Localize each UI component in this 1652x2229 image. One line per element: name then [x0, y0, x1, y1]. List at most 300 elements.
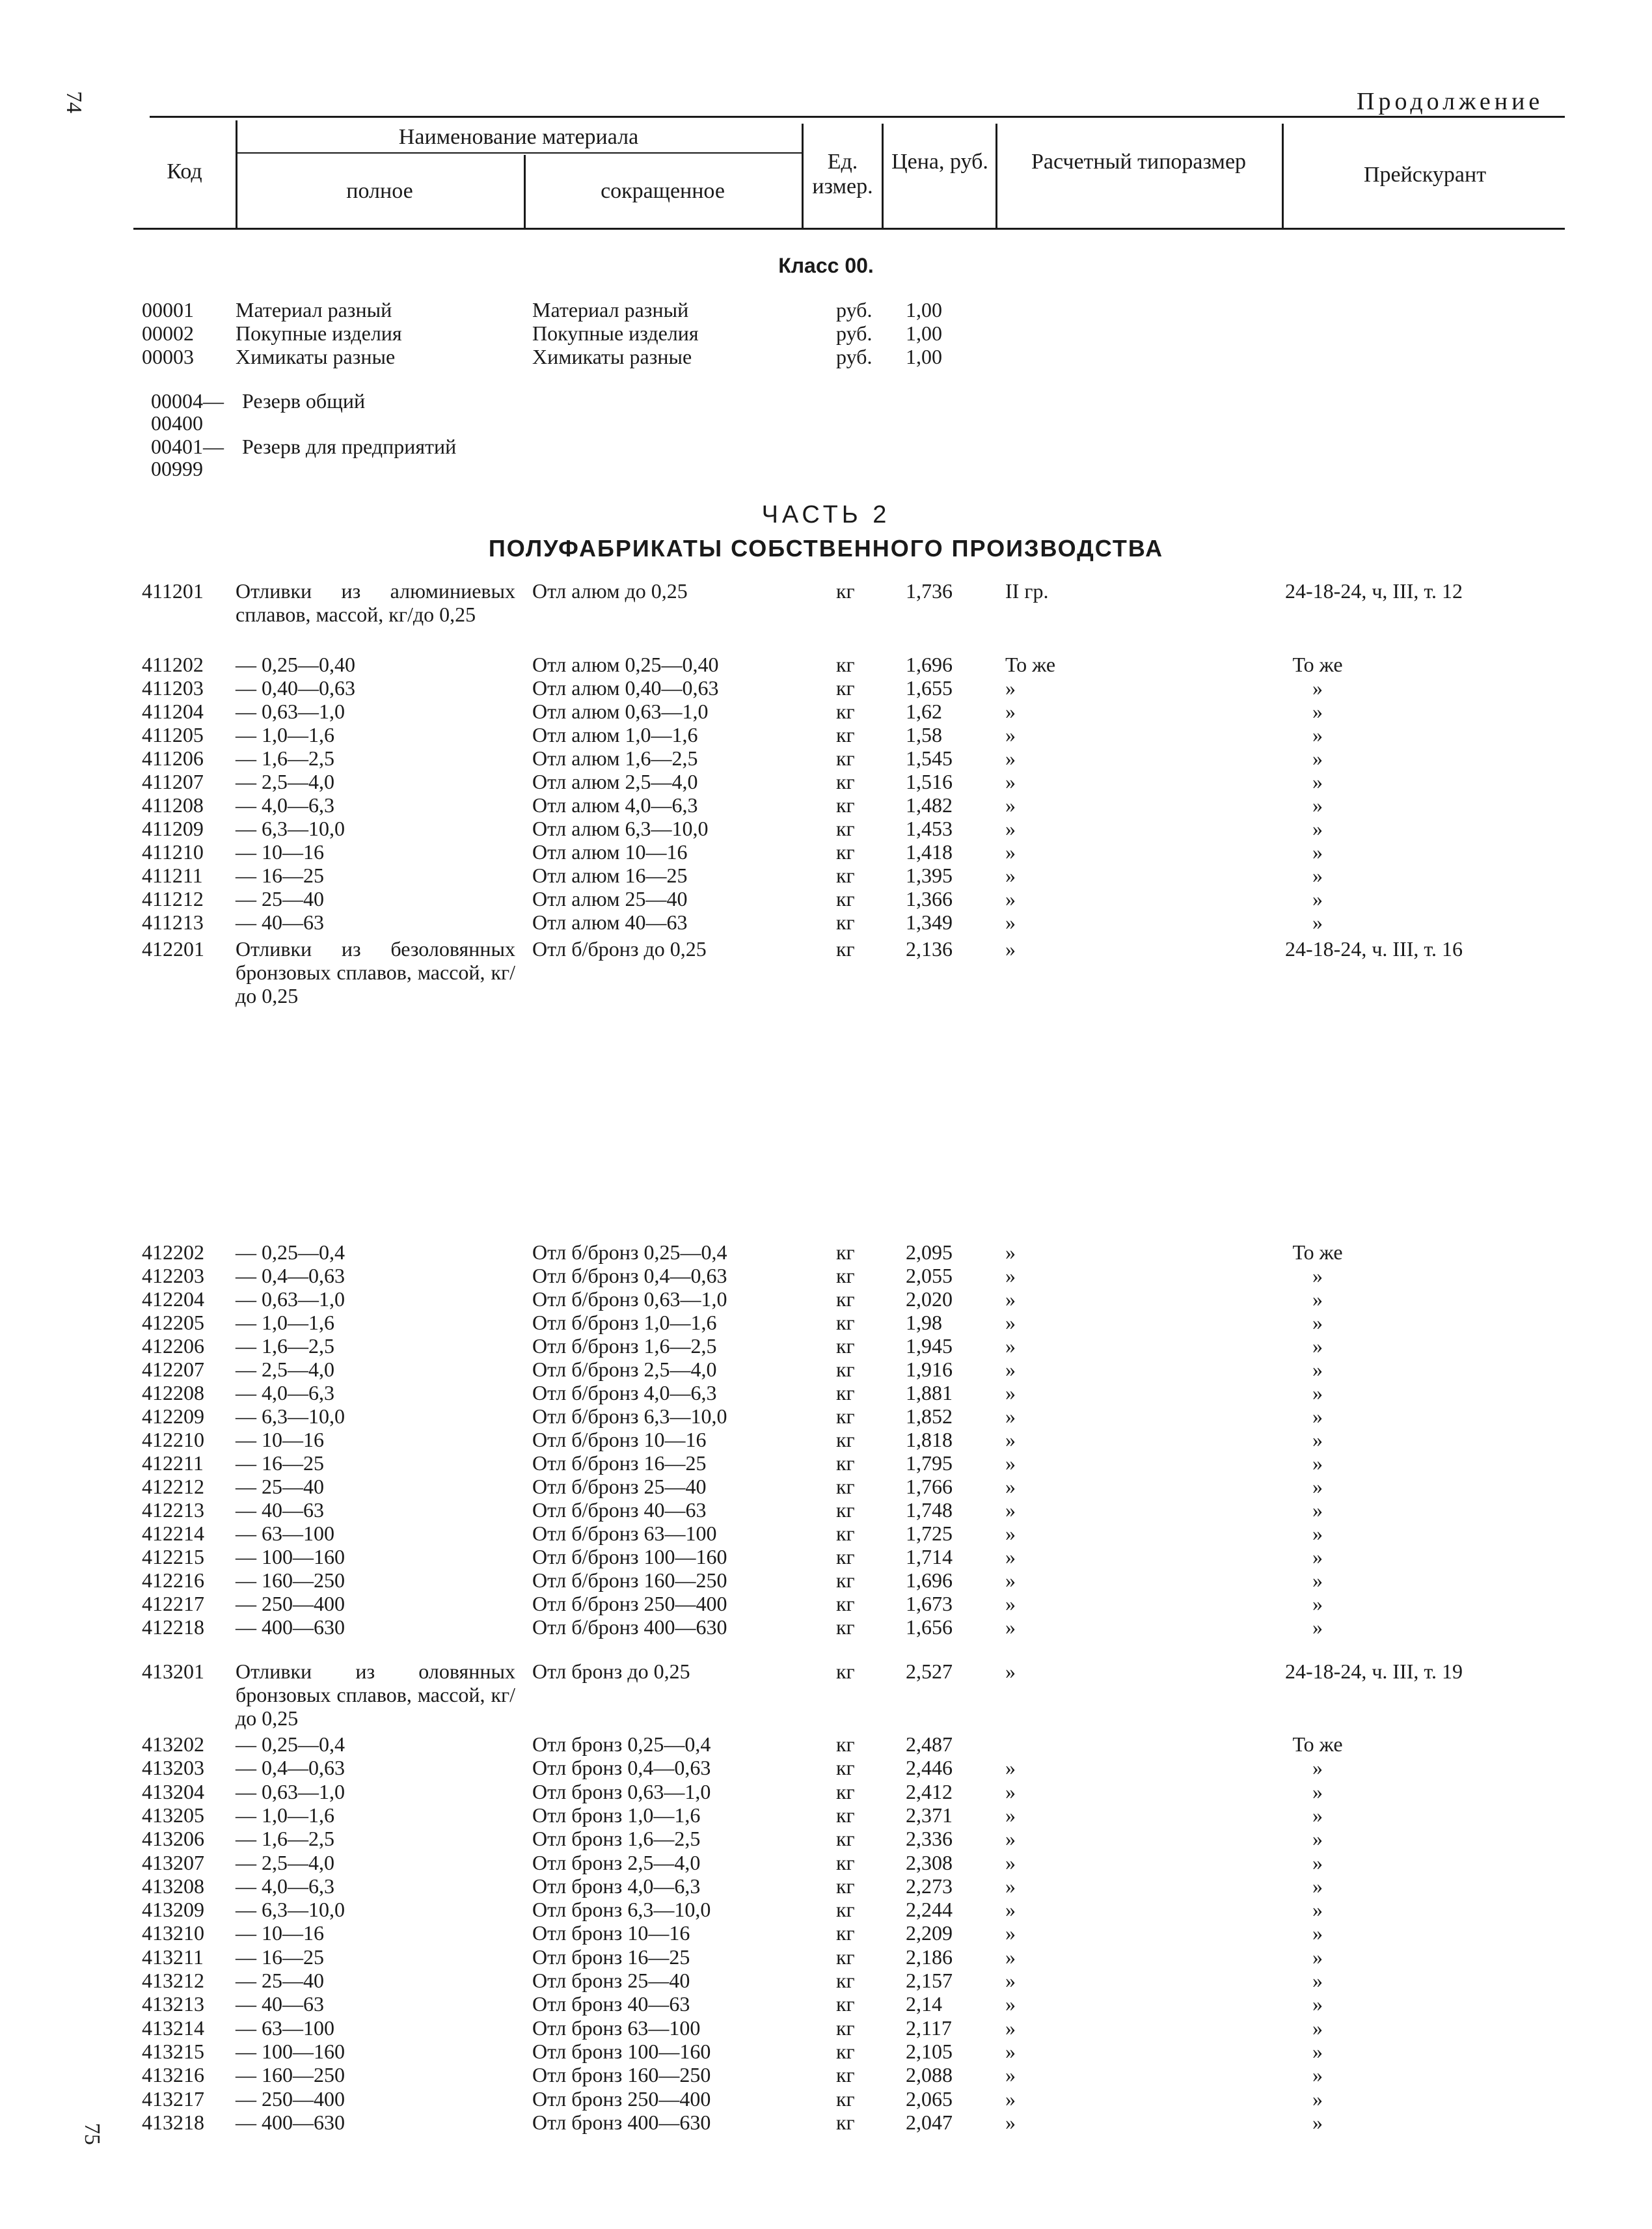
table-row — [0, 1992, 1652, 2016]
unit-cell: кг — [836, 770, 855, 793]
code-cell: 412205 — [142, 1311, 204, 1334]
short-name-cell: Отл б/бронз 25—40 — [532, 1475, 707, 1498]
code-cell: 411206 — [142, 746, 204, 770]
short-name-cell: Отл б/бронз 1,0—1,6 — [532, 1311, 717, 1334]
unit-cell: кг — [836, 2016, 855, 2040]
code-cell: 413218 — [142, 2110, 204, 2134]
short-name-cell: Отл б/бронз 6,3—10,0 — [532, 1404, 727, 1428]
table-row — [0, 1615, 1652, 1639]
unit-cell: кг — [836, 2039, 855, 2063]
price-cell: 1,696 — [906, 1568, 953, 1592]
table-row — [0, 937, 1652, 1007]
pricelist-cell: То же — [1292, 1240, 1343, 1264]
short-name-cell: Отл б/бронз 40—63 — [532, 1498, 707, 1522]
price-cell: 2,446 — [906, 1756, 953, 1780]
size-cell: » — [1005, 1568, 1016, 1592]
unit-cell: кг — [836, 1779, 855, 1803]
full-name-cell: — 250—400 — [236, 1592, 345, 1615]
unit-cell: кг — [836, 1827, 855, 1851]
full-name-cell: — 16—25 — [236, 1945, 324, 1969]
full-name-cell: — 63—100 — [236, 1522, 334, 1545]
code-cell: 413204 — [142, 1779, 204, 1803]
code-cell: 411211 — [142, 864, 203, 887]
short-name-cell: Отл алюм 0,63—1,0 — [532, 700, 709, 723]
full-name-cell: — 10—16 — [236, 1428, 324, 1451]
unit-cell: кг — [836, 1592, 855, 1615]
unit-cell: кг — [836, 1568, 855, 1592]
pricelist-cell: » — [1312, 1334, 1323, 1358]
header-size: Расчетный типоразмер — [1031, 150, 1247, 174]
pricelist-cell: » — [1312, 1921, 1323, 1945]
short-name-cell: Отл алюм 6,3—10,0 — [532, 817, 709, 840]
code-cell: 413210 — [142, 1921, 204, 1945]
short-name-cell: Отл бронз 1,0—1,6 — [532, 1803, 701, 1827]
full-name-cell: Отливки из алюминиевых сплавов, массой, кг/до 0,25 — [236, 579, 515, 626]
code-cell: 411209 — [142, 817, 204, 840]
short-name-cell: Отл б/бронз 0,25—0,4 — [532, 1240, 727, 1264]
short-name-cell: Отл бронз 400—630 — [532, 2110, 711, 2134]
short-name-cell: Отл бронз 40—63 — [532, 1992, 690, 2016]
table-row — [0, 1803, 1652, 1827]
code-cell: 411203 — [142, 676, 204, 700]
full-name-cell: — 40—63 — [236, 1992, 324, 2016]
full-name-cell: — 6,3—10,0 — [236, 1404, 345, 1428]
full-name-cell: — 4,0—6,3 — [236, 1874, 334, 1898]
short-name-cell: Отл бронз 160—250 — [532, 2063, 711, 2087]
unit-cell: кг — [836, 817, 855, 840]
unit-cell: кг — [836, 1498, 855, 1522]
header-material-name: Наименование материала — [398, 125, 639, 149]
short-name-cell: Отл бронз 6,3—10,0 — [532, 1898, 711, 1922]
code-cell: 412203 — [142, 1264, 204, 1287]
price-cell: 1,00 — [906, 345, 942, 368]
pricelist-cell: » — [1312, 1428, 1323, 1451]
table-row — [0, 1334, 1652, 1358]
code-cell: 413216 — [142, 2063, 204, 2087]
full-name-cell: — 1,6—2,5 — [236, 746, 334, 770]
short-name-cell: Отл алюм 10—16 — [532, 840, 688, 864]
header-code: Код — [167, 159, 202, 184]
pricelist-cell: » — [1312, 1381, 1323, 1404]
size-cell: » — [1005, 1264, 1016, 1287]
code-cell: 413206 — [142, 1827, 204, 1851]
size-cell: » — [1005, 1756, 1016, 1780]
header-full: полное — [346, 179, 413, 203]
pricelist-cell: » — [1312, 2016, 1323, 2040]
full-name-cell: — 0,25—0,4 — [236, 1240, 345, 1264]
full-name-cell: — 40—63 — [236, 1498, 324, 1522]
unit-cell: кг — [836, 1334, 855, 1358]
pricelist-cell: 24-18-24, ч. III, т. 16 — [1285, 937, 1463, 961]
table-row — [0, 1851, 1652, 1874]
full-name-cell: — 160—250 — [236, 2063, 345, 2087]
pricelist-cell: » — [1312, 840, 1323, 864]
price-cell: 1,58 — [906, 723, 942, 746]
short-name-cell: Отл бронз 0,4—0,63 — [532, 1756, 711, 1780]
pricelist-cell: » — [1312, 1898, 1323, 1922]
pricelist-cell: » — [1312, 887, 1323, 910]
unit-cell: кг — [836, 864, 855, 887]
pricelist-cell: » — [1312, 1779, 1323, 1803]
price-cell: 2,065 — [906, 2086, 953, 2111]
code-cell: 412213 — [142, 1498, 204, 1522]
price-cell: 1,516 — [906, 770, 953, 793]
pricelist-cell: » — [1312, 1287, 1323, 1311]
unit-cell: кг — [836, 1921, 855, 1945]
full-name-cell: — 25—40 — [236, 1969, 324, 1992]
size-cell: » — [1005, 887, 1016, 910]
code-cell: 411207 — [142, 770, 204, 793]
reserve-code-from: 00401— — [151, 435, 224, 458]
short-name-cell: Отл б/бронз 63—100 — [532, 1522, 717, 1545]
short-name-cell: Отл бронз 16—25 — [532, 1945, 690, 1969]
code-cell: 412210 — [142, 1428, 204, 1451]
full-name-cell: — 4,0—6,3 — [236, 793, 334, 817]
code-cell: 412216 — [142, 1568, 204, 1592]
table-row — [0, 1498, 1652, 1522]
unit-cell: кг — [836, 1381, 855, 1404]
price-cell: 1,482 — [906, 793, 953, 817]
pricelist-cell: » — [1312, 793, 1323, 817]
table-row — [0, 1827, 1652, 1850]
full-name-cell: — 6,3—10,0 — [236, 817, 345, 840]
short-name-cell: Отл алюм 16—25 — [532, 864, 688, 887]
code-cell: 412204 — [142, 1287, 204, 1311]
code-cell: 413212 — [142, 1969, 204, 1992]
unit-cell: кг — [836, 1545, 855, 1568]
code-cell: 411212 — [142, 887, 204, 910]
size-cell: » — [1005, 910, 1016, 934]
price-cell: 2,487 — [906, 1732, 953, 1756]
table-row — [0, 2040, 1652, 2063]
unit-cell: руб. — [836, 298, 873, 321]
table-row — [0, 817, 1652, 840]
unit-cell: кг — [836, 1756, 855, 1780]
size-cell: » — [1005, 1240, 1016, 1264]
price-cell: 1,545 — [906, 746, 953, 770]
price-cell: 2,527 — [906, 1660, 953, 1683]
full-name-cell: — 1,0—1,6 — [236, 1311, 334, 1334]
table-row — [0, 1522, 1652, 1545]
price-cell: 2,273 — [906, 1874, 953, 1898]
table-row — [0, 1475, 1652, 1498]
full-name-cell: — 2,5—4,0 — [236, 1358, 334, 1381]
size-cell: » — [1005, 770, 1016, 793]
full-name-cell: — 100—160 — [236, 2039, 345, 2063]
table-row — [0, 1428, 1652, 1451]
code-cell: 413214 — [142, 2016, 204, 2040]
pricelist-cell: » — [1312, 700, 1323, 723]
price-cell: 1,881 — [906, 1381, 953, 1404]
code-cell: 413208 — [142, 1874, 204, 1898]
unit-cell: кг — [836, 1615, 855, 1639]
size-cell: » — [1005, 817, 1016, 840]
size-cell: » — [1005, 1992, 1016, 2016]
pricelist-cell: » — [1312, 1311, 1323, 1334]
right-page-number: 75 — [80, 2123, 104, 2145]
table-row — [0, 840, 1652, 864]
short-name-cell: Отл бронз до 0,25 — [532, 1660, 690, 1683]
price-cell: 2,14 — [906, 1992, 942, 2016]
full-name-cell: — 0,63—1,0 — [236, 700, 345, 723]
unit-cell: кг — [836, 700, 855, 723]
size-cell: » — [1005, 1615, 1016, 1639]
short-name-cell: Отл алюм 1,0—1,6 — [532, 723, 698, 746]
pricelist-cell: » — [1312, 746, 1323, 770]
pricelist-cell: » — [1312, 864, 1323, 887]
full-name-cell: — 6,3—10,0 — [236, 1898, 345, 1922]
size-cell: » — [1005, 1522, 1016, 1545]
size-cell: » — [1005, 937, 1016, 961]
pricelist-cell: » — [1312, 1850, 1323, 1874]
short-name-cell: Отл б/бронз 2,5—4,0 — [532, 1358, 717, 1381]
size-cell: » — [1005, 1358, 1016, 1381]
price-cell: 1,852 — [906, 1404, 953, 1428]
table-row — [0, 1264, 1652, 1287]
table-row — [0, 910, 1652, 934]
full-name-cell: Отливки из безоловянных бронзовых сплавов, массой, кг/до 0,25 — [236, 937, 515, 1007]
unit-cell: кг — [836, 1803, 855, 1827]
pricelist-cell: » — [1312, 1475, 1323, 1498]
unit-cell: кг — [836, 793, 855, 817]
full-name-cell: — 16—25 — [236, 864, 324, 887]
size-cell: » — [1005, 1545, 1016, 1568]
pricelist-cell: То же — [1292, 653, 1343, 676]
table-row — [0, 1358, 1652, 1381]
short-name-cell: Отл бронз 0,25—0,4 — [532, 1732, 711, 1756]
unit-cell: кг — [836, 1850, 855, 1874]
pricelist-cell: » — [1312, 1592, 1323, 1615]
code-cell: 413205 — [142, 1803, 204, 1827]
table-row — [0, 2111, 1652, 2134]
table-row — [0, 2087, 1652, 2111]
reserve-label: Резерв общий — [242, 389, 366, 413]
short-name-cell: Отл алюм 40—63 — [532, 910, 688, 934]
table-row — [0, 1756, 1652, 1779]
unit-cell: кг — [836, 1475, 855, 1498]
price-cell: 1,366 — [906, 887, 953, 910]
pricelist-cell: » — [1312, 770, 1323, 793]
code-cell: 412208 — [142, 1381, 204, 1404]
full-name-cell: — 100—160 — [236, 1545, 345, 1568]
code-cell: 411201 — [142, 579, 204, 603]
price-cell: 1,818 — [906, 1428, 953, 1451]
code-cell: 413213 — [142, 1992, 204, 2016]
table-row — [0, 864, 1652, 887]
size-cell: » — [1005, 1898, 1016, 1922]
pricelist-cell: » — [1312, 2039, 1323, 2063]
size-cell: » — [1005, 1945, 1016, 1969]
unit-cell: кг — [836, 1874, 855, 1898]
price-cell: 2,336 — [906, 1827, 953, 1851]
price-cell: 1,673 — [906, 1592, 953, 1615]
unit-cell: кг — [836, 2086, 855, 2111]
short-name-cell: Отл б/бронз 4,0—6,3 — [532, 1381, 717, 1404]
size-cell: » — [1005, 1451, 1016, 1475]
size-cell: » — [1005, 1498, 1016, 1522]
full-name-cell: — 4,0—6,3 — [236, 1381, 334, 1404]
short-name-cell: Химикаты разные — [532, 345, 692, 368]
price-cell: 2,020 — [906, 1287, 953, 1311]
pricelist-cell: » — [1312, 1545, 1323, 1568]
code-cell: 412212 — [142, 1475, 204, 1498]
full-name-cell: — 25—40 — [236, 1475, 324, 1498]
full-name-cell: Материал разный — [236, 298, 392, 321]
short-name-cell: Отл алюм 0,40—0,63 — [532, 676, 719, 700]
table-row — [0, 298, 1652, 321]
unit-cell: кг — [836, 746, 855, 770]
reserve-code-to: 00999 — [151, 457, 203, 480]
pricelist-cell: » — [1312, 1264, 1323, 1287]
size-cell: » — [1005, 2016, 1016, 2040]
size-cell: » — [1005, 1874, 1016, 1898]
table-row — [0, 1660, 1652, 1730]
short-name-cell: Отл б/бронз 10—16 — [532, 1428, 707, 1451]
reserve-code-from: 00004— — [151, 389, 224, 413]
table-row — [0, 793, 1652, 817]
class00-title: Класс 00. — [778, 254, 874, 277]
table-row — [0, 579, 1652, 626]
full-name-cell: Отливки из оловянных бронзовых сплавов, массой, кг/до 0,25 — [236, 1660, 515, 1730]
size-cell: » — [1005, 1287, 1016, 1311]
price-cell: 2,095 — [906, 1240, 953, 1264]
short-name-cell: Отл бронз 2,5—4,0 — [532, 1850, 701, 1874]
pricelist-cell: То же — [1292, 1732, 1343, 1756]
code-cell: 412202 — [142, 1240, 204, 1264]
code-cell: 411205 — [142, 723, 204, 746]
code-cell: 411213 — [142, 910, 204, 934]
unit-cell: кг — [836, 1522, 855, 1545]
price-cell: 2,088 — [906, 2063, 953, 2087]
size-cell: » — [1005, 1381, 1016, 1404]
full-name-cell: — 0,25—0,40 — [236, 653, 355, 676]
size-cell: » — [1005, 1779, 1016, 1803]
pricelist-cell: 24-18-24, ч. III, т. 19 — [1285, 1660, 1463, 1683]
price-cell: 1,656 — [906, 1615, 953, 1639]
full-name-cell: — 25—40 — [236, 887, 324, 910]
price-cell: 1,748 — [906, 1498, 953, 1522]
table-row — [0, 1287, 1652, 1311]
pricelist-cell: » — [1312, 2110, 1323, 2134]
unit-cell: кг — [836, 1992, 855, 2016]
table-row — [0, 887, 1652, 910]
size-cell: » — [1005, 1592, 1016, 1615]
full-name-cell: — 2,5—4,0 — [236, 1850, 334, 1874]
size-cell: То же — [1005, 653, 1056, 676]
unit-cell: кг — [836, 2110, 855, 2134]
price-cell: 2,105 — [906, 2039, 953, 2063]
code-cell: 412207 — [142, 1358, 204, 1381]
table-row — [0, 1969, 1652, 1992]
table-row — [0, 676, 1652, 700]
unit-cell: кг — [836, 1732, 855, 1756]
unit-cell: руб. — [836, 321, 873, 345]
short-name-cell: Отл алюм до 0,25 — [532, 579, 688, 603]
full-name-cell: — 250—400 — [236, 2086, 345, 2111]
header-pricelist: Прейскурант — [1363, 163, 1487, 187]
pricelist-cell: » — [1312, 676, 1323, 700]
price-cell: 1,418 — [906, 840, 953, 864]
size-cell: » — [1005, 840, 1016, 864]
price-cell: 1,453 — [906, 817, 953, 840]
unit-cell: кг — [836, 1287, 855, 1311]
unit-cell: кг — [836, 1404, 855, 1428]
table-row — [0, 1545, 1652, 1568]
pricelist-cell: » — [1312, 1756, 1323, 1780]
unit-cell: кг — [836, 937, 855, 961]
table-row — [0, 1874, 1652, 1898]
price-cell: 1,916 — [906, 1358, 953, 1381]
reserve-code-to: 00400 — [151, 411, 203, 435]
full-name-cell: — 40—63 — [236, 910, 324, 934]
header-unit: Ед. измер. — [812, 150, 873, 198]
price-cell: 1,00 — [906, 321, 942, 345]
size-cell: » — [1005, 723, 1016, 746]
short-name-cell: Отл б/бронз 160—250 — [532, 1568, 727, 1592]
left-page-number: 74 — [62, 91, 86, 113]
size-cell: » — [1005, 746, 1016, 770]
reserve-item-end — [0, 411, 1652, 435]
code-cell: 00001 — [142, 298, 194, 321]
table-row — [0, 1898, 1652, 1921]
price-cell: 2,117 — [906, 2016, 952, 2040]
unit-cell: кг — [836, 1428, 855, 1451]
code-cell: 412211 — [142, 1451, 204, 1475]
full-name-cell: — 0,25—0,4 — [236, 1732, 345, 1756]
size-cell: » — [1005, 1311, 1016, 1334]
continuation-label: Продолжение — [1357, 88, 1544, 115]
reserve-label: Резерв для предприятий — [242, 435, 457, 458]
price-cell: 1,655 — [906, 676, 953, 700]
price-cell: 1,98 — [906, 1311, 942, 1334]
pricelist-cell: » — [1312, 1827, 1323, 1851]
unit-cell: кг — [836, 887, 855, 910]
code-cell: 413211 — [142, 1945, 204, 1969]
price-cell: 2,308 — [906, 1850, 953, 1874]
full-name-cell: — 400—630 — [236, 2110, 345, 2134]
table-row — [0, 321, 1652, 345]
short-name-cell: Отл алюм 0,25—0,40 — [532, 653, 719, 676]
price-cell: 1,714 — [906, 1545, 953, 1568]
full-name-cell: — 1,6—2,5 — [236, 1334, 334, 1358]
unit-cell: кг — [836, 2063, 855, 2087]
size-cell: » — [1005, 864, 1016, 887]
table-row — [0, 345, 1652, 368]
unit-cell: кг — [836, 723, 855, 746]
table-row — [0, 700, 1652, 723]
short-name-cell: Отл бронз 4,0—6,3 — [532, 1874, 701, 1898]
pricelist-cell: 24-18-24, ч, III, т. 12 — [1285, 579, 1463, 603]
code-cell: 412206 — [142, 1334, 204, 1358]
short-name-cell: Отл бронз 10—16 — [532, 1921, 690, 1945]
table-row — [0, 1732, 1652, 1756]
code-cell: 412201 — [142, 937, 204, 961]
pricelist-cell: » — [1312, 1358, 1323, 1381]
short-name-cell: Отл б/бронз 400—630 — [532, 1615, 727, 1639]
size-cell: » — [1005, 1827, 1016, 1851]
price-cell: 1,395 — [906, 864, 953, 887]
short-name-cell: Отл бронз 1,6—2,5 — [532, 1827, 701, 1851]
pricelist-cell: » — [1312, 723, 1323, 746]
full-name-cell: — 0,40—0,63 — [236, 676, 355, 700]
pricelist-cell: » — [1312, 910, 1323, 934]
short-name-cell: Материал разный — [532, 298, 689, 321]
pricelist-cell: » — [1312, 1568, 1323, 1592]
price-cell: 2,412 — [906, 1779, 953, 1803]
price-cell: 1,62 — [906, 700, 942, 723]
code-cell: 413207 — [142, 1850, 204, 1874]
size-cell: » — [1005, 1660, 1016, 1683]
